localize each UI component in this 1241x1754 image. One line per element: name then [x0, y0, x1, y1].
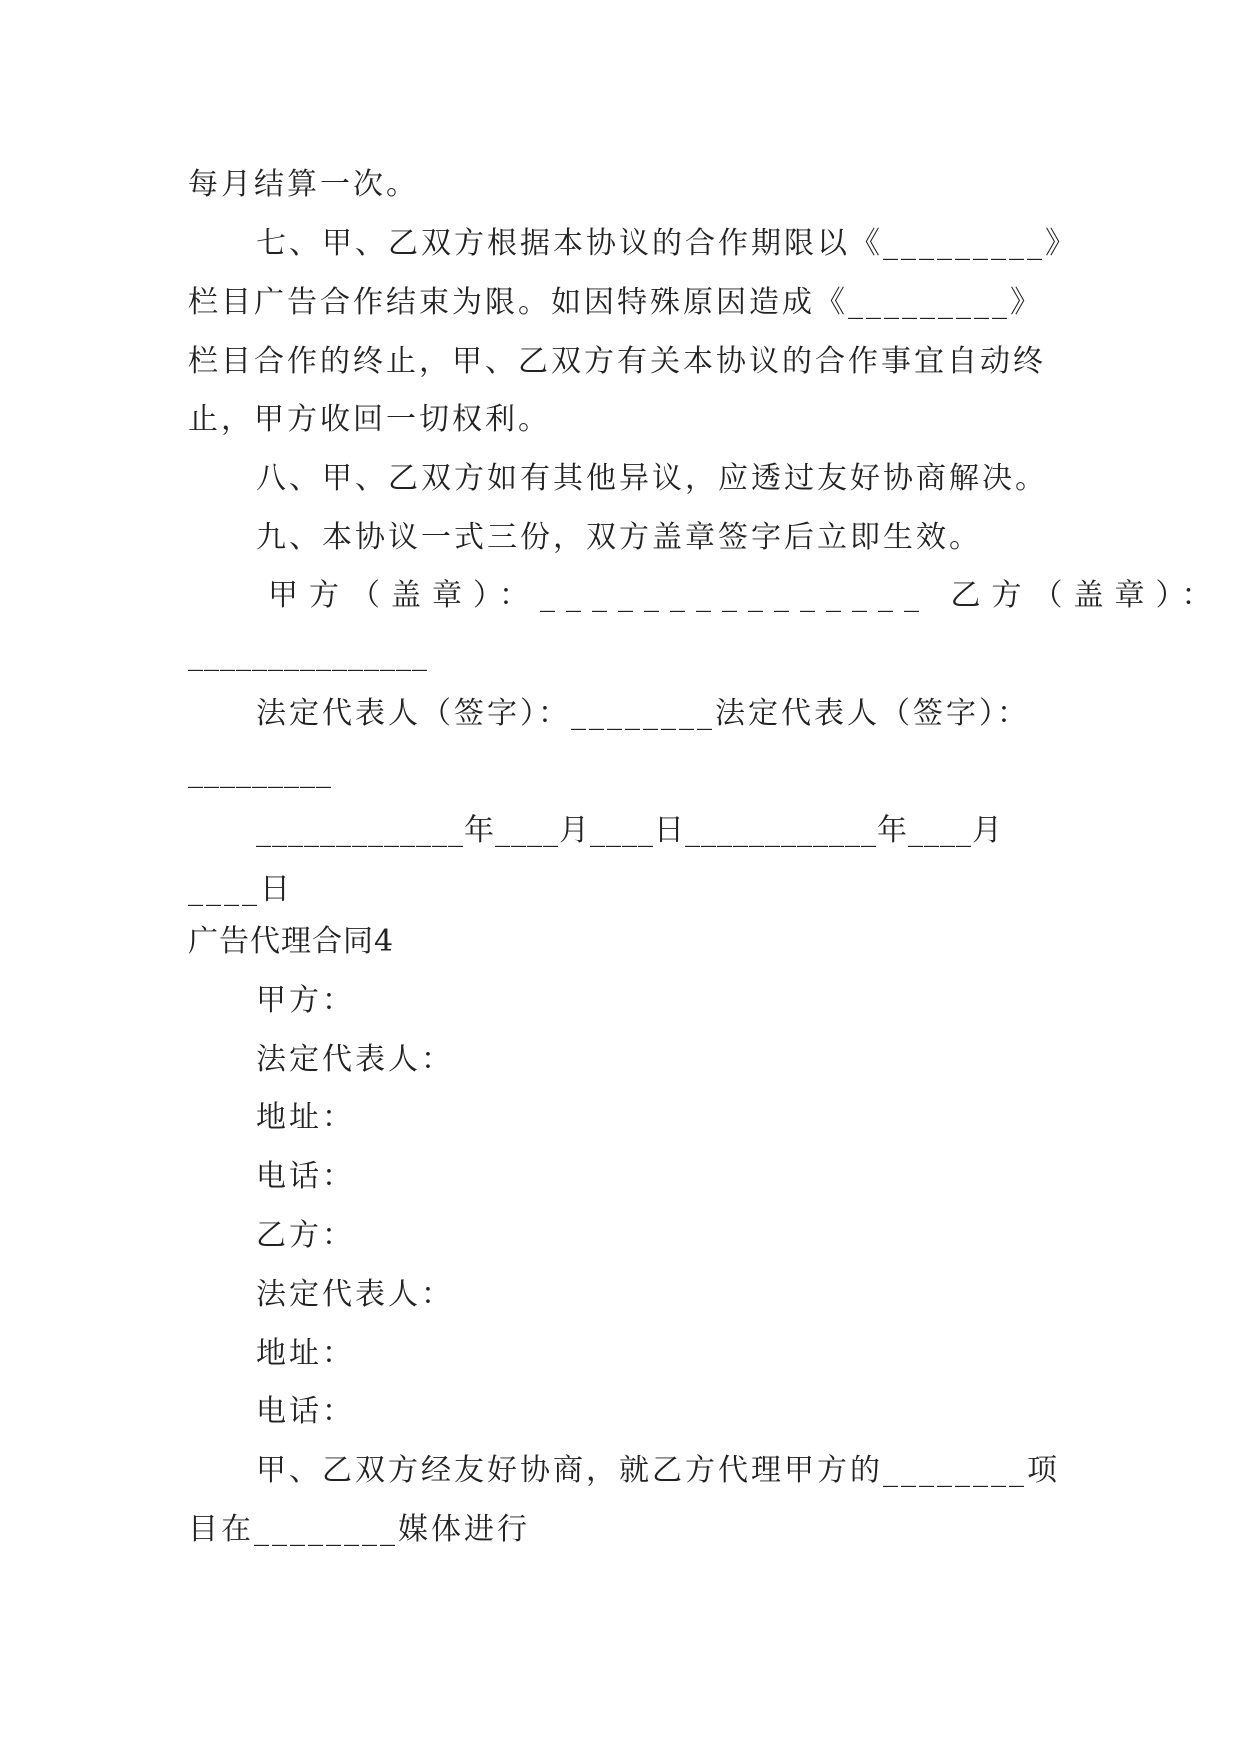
agreement-line: 目在________媒体进行: [188, 1512, 530, 1547]
party-a-phone: 电话：: [256, 1159, 355, 1194]
agreement-line: 甲、乙双方经友好协商，就乙方代理甲方的________项: [256, 1453, 1060, 1488]
date-line: ____日: [188, 872, 293, 907]
date-line: _____________年____月____日____________年____月: [256, 813, 1003, 848]
signature-line: 法定代表人（签字）：________法定代表人（签字）：: [256, 696, 1030, 731]
party-a-representative: 法定代表人：: [256, 1042, 454, 1077]
seal-line: 甲方（盖章）：_______________ 乙方（盖章）：: [268, 578, 1223, 613]
text-line: 栏目合作的终止，甲、乙双方有关本协议的合作事宜自动终: [188, 344, 1046, 379]
seal-blank-line: _______________: [188, 637, 428, 672]
section-title: 广告代理合同4: [188, 924, 395, 959]
party-b-label: 乙方：: [256, 1218, 355, 1253]
text-line: 每月结算一次。: [188, 167, 419, 202]
party-a-address: 地址：: [256, 1100, 355, 1135]
text-line: 止，甲方收回一切权利。: [188, 402, 551, 437]
signature-blank-line: _________: [188, 754, 332, 789]
party-b-phone: 电话：: [256, 1394, 355, 1429]
clause-8-line: 八、甲、乙双方如有其他异议，应透过友好协商解决。: [256, 461, 1048, 496]
party-b-representative: 法定代表人：: [256, 1277, 454, 1312]
clause-9-line: 九、本协议一式三份，双方盖章签字后立即生效。: [256, 520, 982, 555]
clause-7-line: 七、甲、乙双方根据本协议的合作期限以《_________》: [256, 226, 1078, 261]
party-a-label: 甲方：: [256, 983, 355, 1018]
party-b-address: 地址：: [256, 1336, 355, 1371]
text-line: 栏目广告合作结束为限。如因特殊原因造成《_________》: [188, 285, 1043, 320]
